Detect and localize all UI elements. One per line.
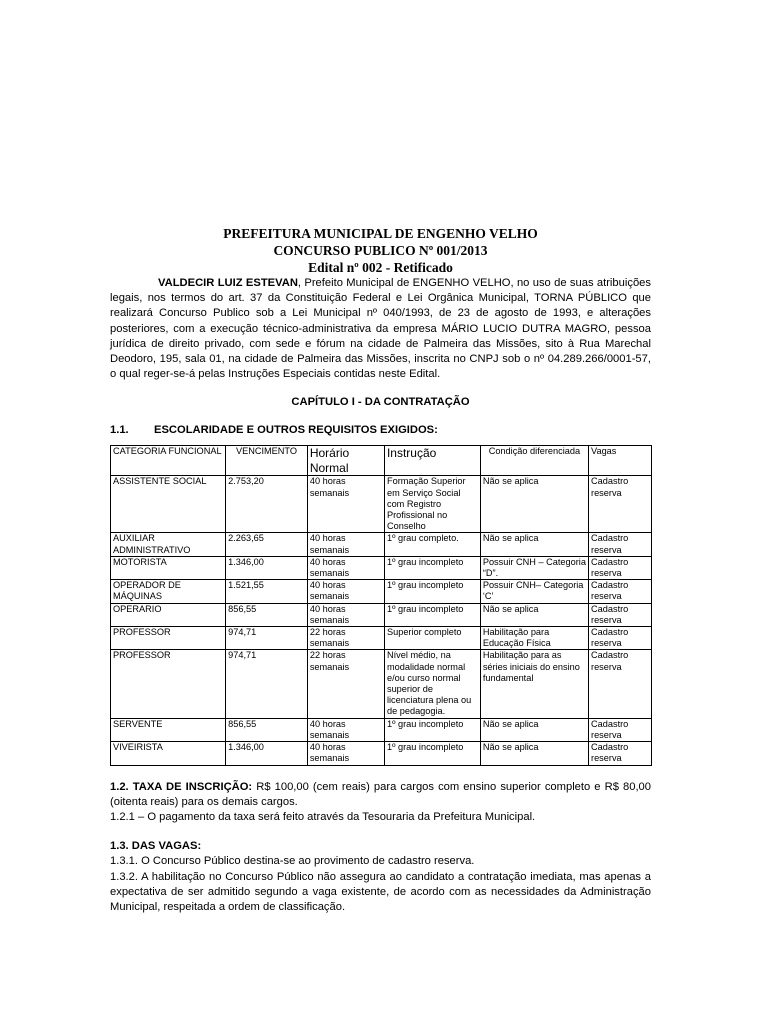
- section-1-3-title: 1.3. DAS VAGAS:: [110, 840, 202, 853]
- requirements-table: [110, 445, 652, 765]
- table-header-row: [111, 446, 652, 476]
- cell-instrucao: Nível médio, na modalidade normal e/ou curso normal superior de licenciatura plena ou de pedagogia.: [384, 650, 480, 718]
- table-row: [111, 580, 652, 603]
- table-row: [111, 603, 652, 626]
- cell-instrucao: 1º grau completo.: [384, 533, 480, 556]
- cell-horario: 40 horas semanais: [307, 603, 384, 626]
- cell-horario: 22 horas semanais: [307, 627, 384, 650]
- chapter-title: CAPÍTULO I - DA CONTRATAÇÃO: [291, 396, 470, 409]
- table-row: [111, 718, 652, 741]
- cell-condicao: Habilitação para as séries iniciais do ensino fundamental: [480, 650, 588, 718]
- table-row: [111, 742, 652, 765]
- cell-categoria: OPERARIO: [111, 603, 226, 626]
- cell-categoria: MOTORISTA: [111, 556, 226, 579]
- cell-vagas: Cadastro reserva: [589, 580, 652, 603]
- cell-vencimento: 1.521,55: [226, 580, 308, 603]
- cell-vagas: Cadastro reserva: [589, 533, 652, 556]
- header-instrucao: Instrução: [384, 446, 480, 476]
- cell-instrucao: 1º grau incompleto: [384, 718, 480, 741]
- cell-categoria: VIVEIRISTA: [111, 742, 226, 765]
- cell-vencimento: 1.346,00: [226, 556, 308, 579]
- table-row: [111, 650, 652, 718]
- section-1-2: [110, 780, 651, 826]
- cell-categoria: ASSISTENTE SOCIAL: [111, 476, 226, 533]
- section-1-1-number: 1.1.: [110, 424, 129, 437]
- cell-horario: 40 horas semanais: [307, 742, 384, 765]
- cell-instrucao: 1º grau incompleto: [384, 742, 480, 765]
- cell-condicao: Não se aplica: [480, 603, 588, 626]
- section-1-3: [110, 839, 651, 915]
- cell-instrucao: Formação Superior em Serviço Social com Registro Profissional no Conselho: [384, 476, 480, 533]
- cell-vagas: Cadastro reserva: [589, 627, 652, 650]
- cell-instrucao: 1º grau incompleto: [384, 556, 480, 579]
- table-row: [111, 556, 652, 579]
- cell-vagas: Cadastro reserva: [589, 742, 652, 765]
- section-1-2-text: R$ 100,00 (cem reais) para cargos com ensino superior completo e R$ 80,00 (oitenta reais) para os demais cargos.: [110, 780, 651, 808]
- cell-instrucao: 1º grau incompleto: [384, 603, 480, 626]
- cell-horario: 22 horas semanais: [307, 650, 384, 718]
- cell-categoria: PROFESSOR: [111, 650, 226, 718]
- header-categoria: CATEGORIA FUNCIONAL: [111, 446, 226, 476]
- cell-horario: 40 horas semanais: [307, 476, 384, 533]
- section-1-2-1: 1.2.1 – O pagamento da taxa será feito através da Tesouraria da Prefeitura Municipal.: [110, 810, 536, 823]
- cell-vagas: Cadastro reserva: [589, 718, 652, 741]
- section-1-3-1: 1.3.1. O Concurso Público destina-se ao provimento de cadastro reserva.: [110, 855, 475, 868]
- header-line-3: Edital nº 002 - Retificado: [308, 260, 453, 275]
- cell-condicao: Não se aplica: [480, 742, 588, 765]
- cell-vencimento: 856,55: [226, 718, 308, 741]
- cell-condicao: Possuir CNH – Categoria “D”.: [480, 556, 588, 579]
- cell-vagas: Cadastro reserva: [589, 650, 652, 718]
- cell-condicao: Não se aplica: [480, 718, 588, 741]
- section-1-2-paragraph: [110, 780, 651, 810]
- header-horario: Horário Normal: [307, 446, 384, 476]
- header-vencimento: VENCIMENTO: [226, 446, 308, 476]
- cell-horario: 40 horas semanais: [307, 718, 384, 741]
- cell-condicao: Habilitação para Educação Física: [480, 627, 588, 650]
- cell-condicao: Não se aplica: [480, 533, 588, 556]
- cell-instrucao: 1º grau incompleto: [384, 580, 480, 603]
- header-line-1: PREFEITURA MUNICIPAL DE ENGENHO VELHO: [223, 226, 538, 241]
- cell-vagas: Cadastro reserva: [589, 476, 652, 533]
- cell-instrucao: Superior completo: [384, 627, 480, 650]
- cell-horario: 40 horas semanais: [307, 556, 384, 579]
- cell-categoria: OPERADOR DE MÁQUINAS: [111, 580, 226, 603]
- header-condicao: Condição diferenciada: [480, 446, 588, 476]
- cell-condicao: Possuir CNH– Categoria ‘C’: [480, 580, 588, 603]
- cell-categoria: AUXILIAR ADMINISTRATIVO: [111, 533, 226, 556]
- section-1-1-title: ESCOLARIDADE E OUTROS REQUISITOS EXIGIDOS:: [154, 424, 438, 437]
- cell-vencimento: 974,71: [226, 650, 308, 718]
- table-row: [111, 476, 652, 533]
- cell-horario: 40 horas semanais: [307, 533, 384, 556]
- cell-vencimento: 856,55: [226, 603, 308, 626]
- section-1-2-label: 1.2. TAXA DE INSCRIÇÃO:: [110, 780, 253, 793]
- cell-condicao: Não se aplica: [480, 476, 588, 533]
- header-vagas: Vagas: [589, 446, 652, 476]
- cell-categoria: SERVENTE: [111, 718, 226, 741]
- section-1-1-heading: [110, 423, 651, 438]
- document-page: [110, 225, 651, 915]
- mayor-name: VALDECIR LUIZ ESTEVAN: [158, 277, 298, 289]
- cell-vagas: Cadastro reserva: [589, 603, 652, 626]
- cell-vencimento: 2.753,20: [226, 476, 308, 533]
- table-row: [111, 533, 652, 556]
- cell-vencimento: 974,71: [226, 627, 308, 650]
- table-row: [111, 627, 652, 650]
- cell-vagas: Cadastro reserva: [589, 556, 652, 579]
- cell-categoria: PROFESSOR: [111, 627, 226, 650]
- header-line-2: CONCURSO PUBLICO Nº 001/2013: [273, 243, 488, 258]
- cell-vencimento: 1.346,00: [226, 742, 308, 765]
- intro-paragraph: [110, 276, 651, 382]
- cell-vencimento: 2.263,65: [226, 533, 308, 556]
- intro-text: , Prefeito Municipal de ENGENHO VELHO, no uso de suas atribuições legais, nos termos do art. 37 da Constituição Federal e Lei Orgânica Municipal, TORNA PÚBLICO que realizará Concurso Publico sob a Lei Municipal nº 040/1993, de 23 de agosto de 1993, e alterações posteriores, com a execução técnico-administrativa da empresa MÁRIO LUCIO DUTRA MAGRO, pessoa jurídica de direito privado, com sede e fórum na cidade de Palmeira das Missões, sito à Rua Marechal Deodoro, 195, sala 01, na cidade de Palmeira das Missões, inscrita no CNPJ sob o nº 04.289.266/0001-57, o qual reger-se-á pelas Instruções Especiais contidas neste Edital.: [110, 277, 651, 381]
- cell-horario: 40 horas semanais: [307, 580, 384, 603]
- section-1-3-2: 1.3.2. A habilitação no Concurso Público não assegura ao candidato a contratação imediata, mas apenas a expectativa de ser admitido segundo a vaga existente, de acordo com as necessidades da Administração Municipal, respeitada a ordem de classificação.: [110, 870, 651, 913]
